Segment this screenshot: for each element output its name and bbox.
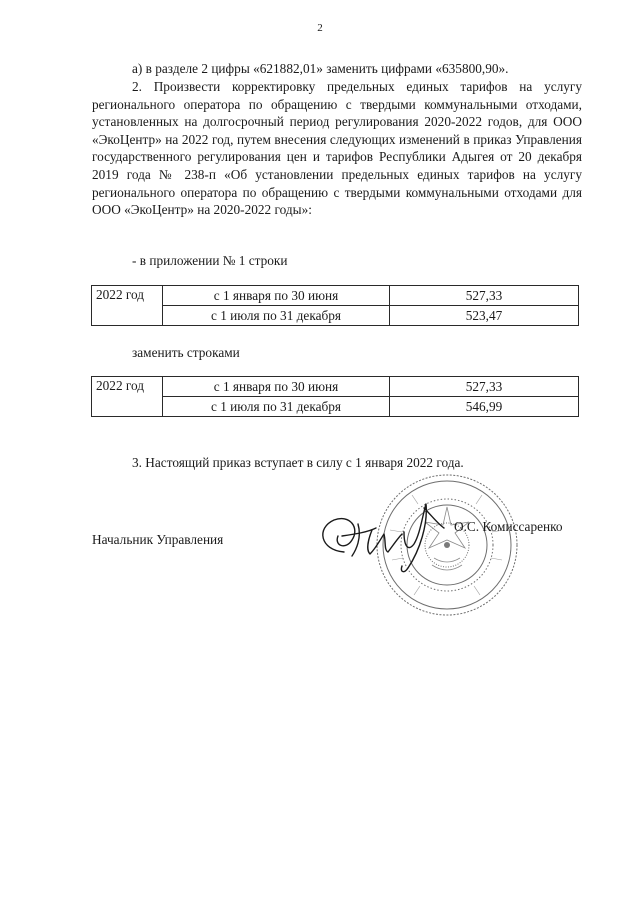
tariff-value-cell: 527,33 <box>390 286 579 306</box>
tariff-table-old <box>91 285 579 326</box>
appendix-line: - в приложении № 1 строки <box>132 253 288 268</box>
table-row <box>92 286 579 306</box>
paragraph-item-a: а) в разделе 2 цифры «621882,01» заменить цифрами «635800,90». <box>132 61 509 76</box>
paragraph-item-2: 2. Произвести корректировку предельных единых тарифов на услугу регионального оператора по обращению с твердыми коммунальными отходами, установленных на долгосрочный период регулирования 2020-2022 годов, для ООО «ЭкоЦентр» на 2022 год, путем внесения следующих изменений в приказ Управления государственного регулирования цен и тарифов Республики Адыгея от 20 декабря 2019 года № 238-п «Об установлении предельных единых тарифов на услугу регионального оператора по обращению с твердыми коммунальными отходами для ООО «ЭкоЦентр» на 2020-2022 годы»: <box>92 79 582 218</box>
signer-position: Начальник Управления <box>92 532 224 548</box>
tariff-table-new <box>91 376 579 417</box>
period-cell: с 1 июля по 31 декабря <box>163 397 390 417</box>
period-cell: с 1 января по 30 июня <box>163 286 390 306</box>
paragraph-item-3: 3. Настоящий приказ вступает в силу с 1 января 2022 года. <box>132 455 464 470</box>
period-cell: с 1 июля по 31 декабря <box>163 306 390 326</box>
tariff-value-cell: 523,47 <box>390 306 579 326</box>
replace-line: заменить строками <box>132 345 240 360</box>
period-cell: с 1 января по 30 июня <box>163 377 390 397</box>
table-row <box>92 397 579 417</box>
handwritten-signature <box>312 494 452 584</box>
year-cell: 2022 год <box>92 377 163 417</box>
table-row <box>92 306 579 326</box>
signer-name: О.С. Комиссаренко <box>454 519 563 534</box>
page-number: 2 <box>317 22 323 34</box>
table-row <box>92 377 579 397</box>
tariff-value-cell: 546,99 <box>390 397 579 417</box>
tariff-value-cell: 527,33 <box>390 377 579 397</box>
year-cell: 2022 год <box>92 286 163 326</box>
